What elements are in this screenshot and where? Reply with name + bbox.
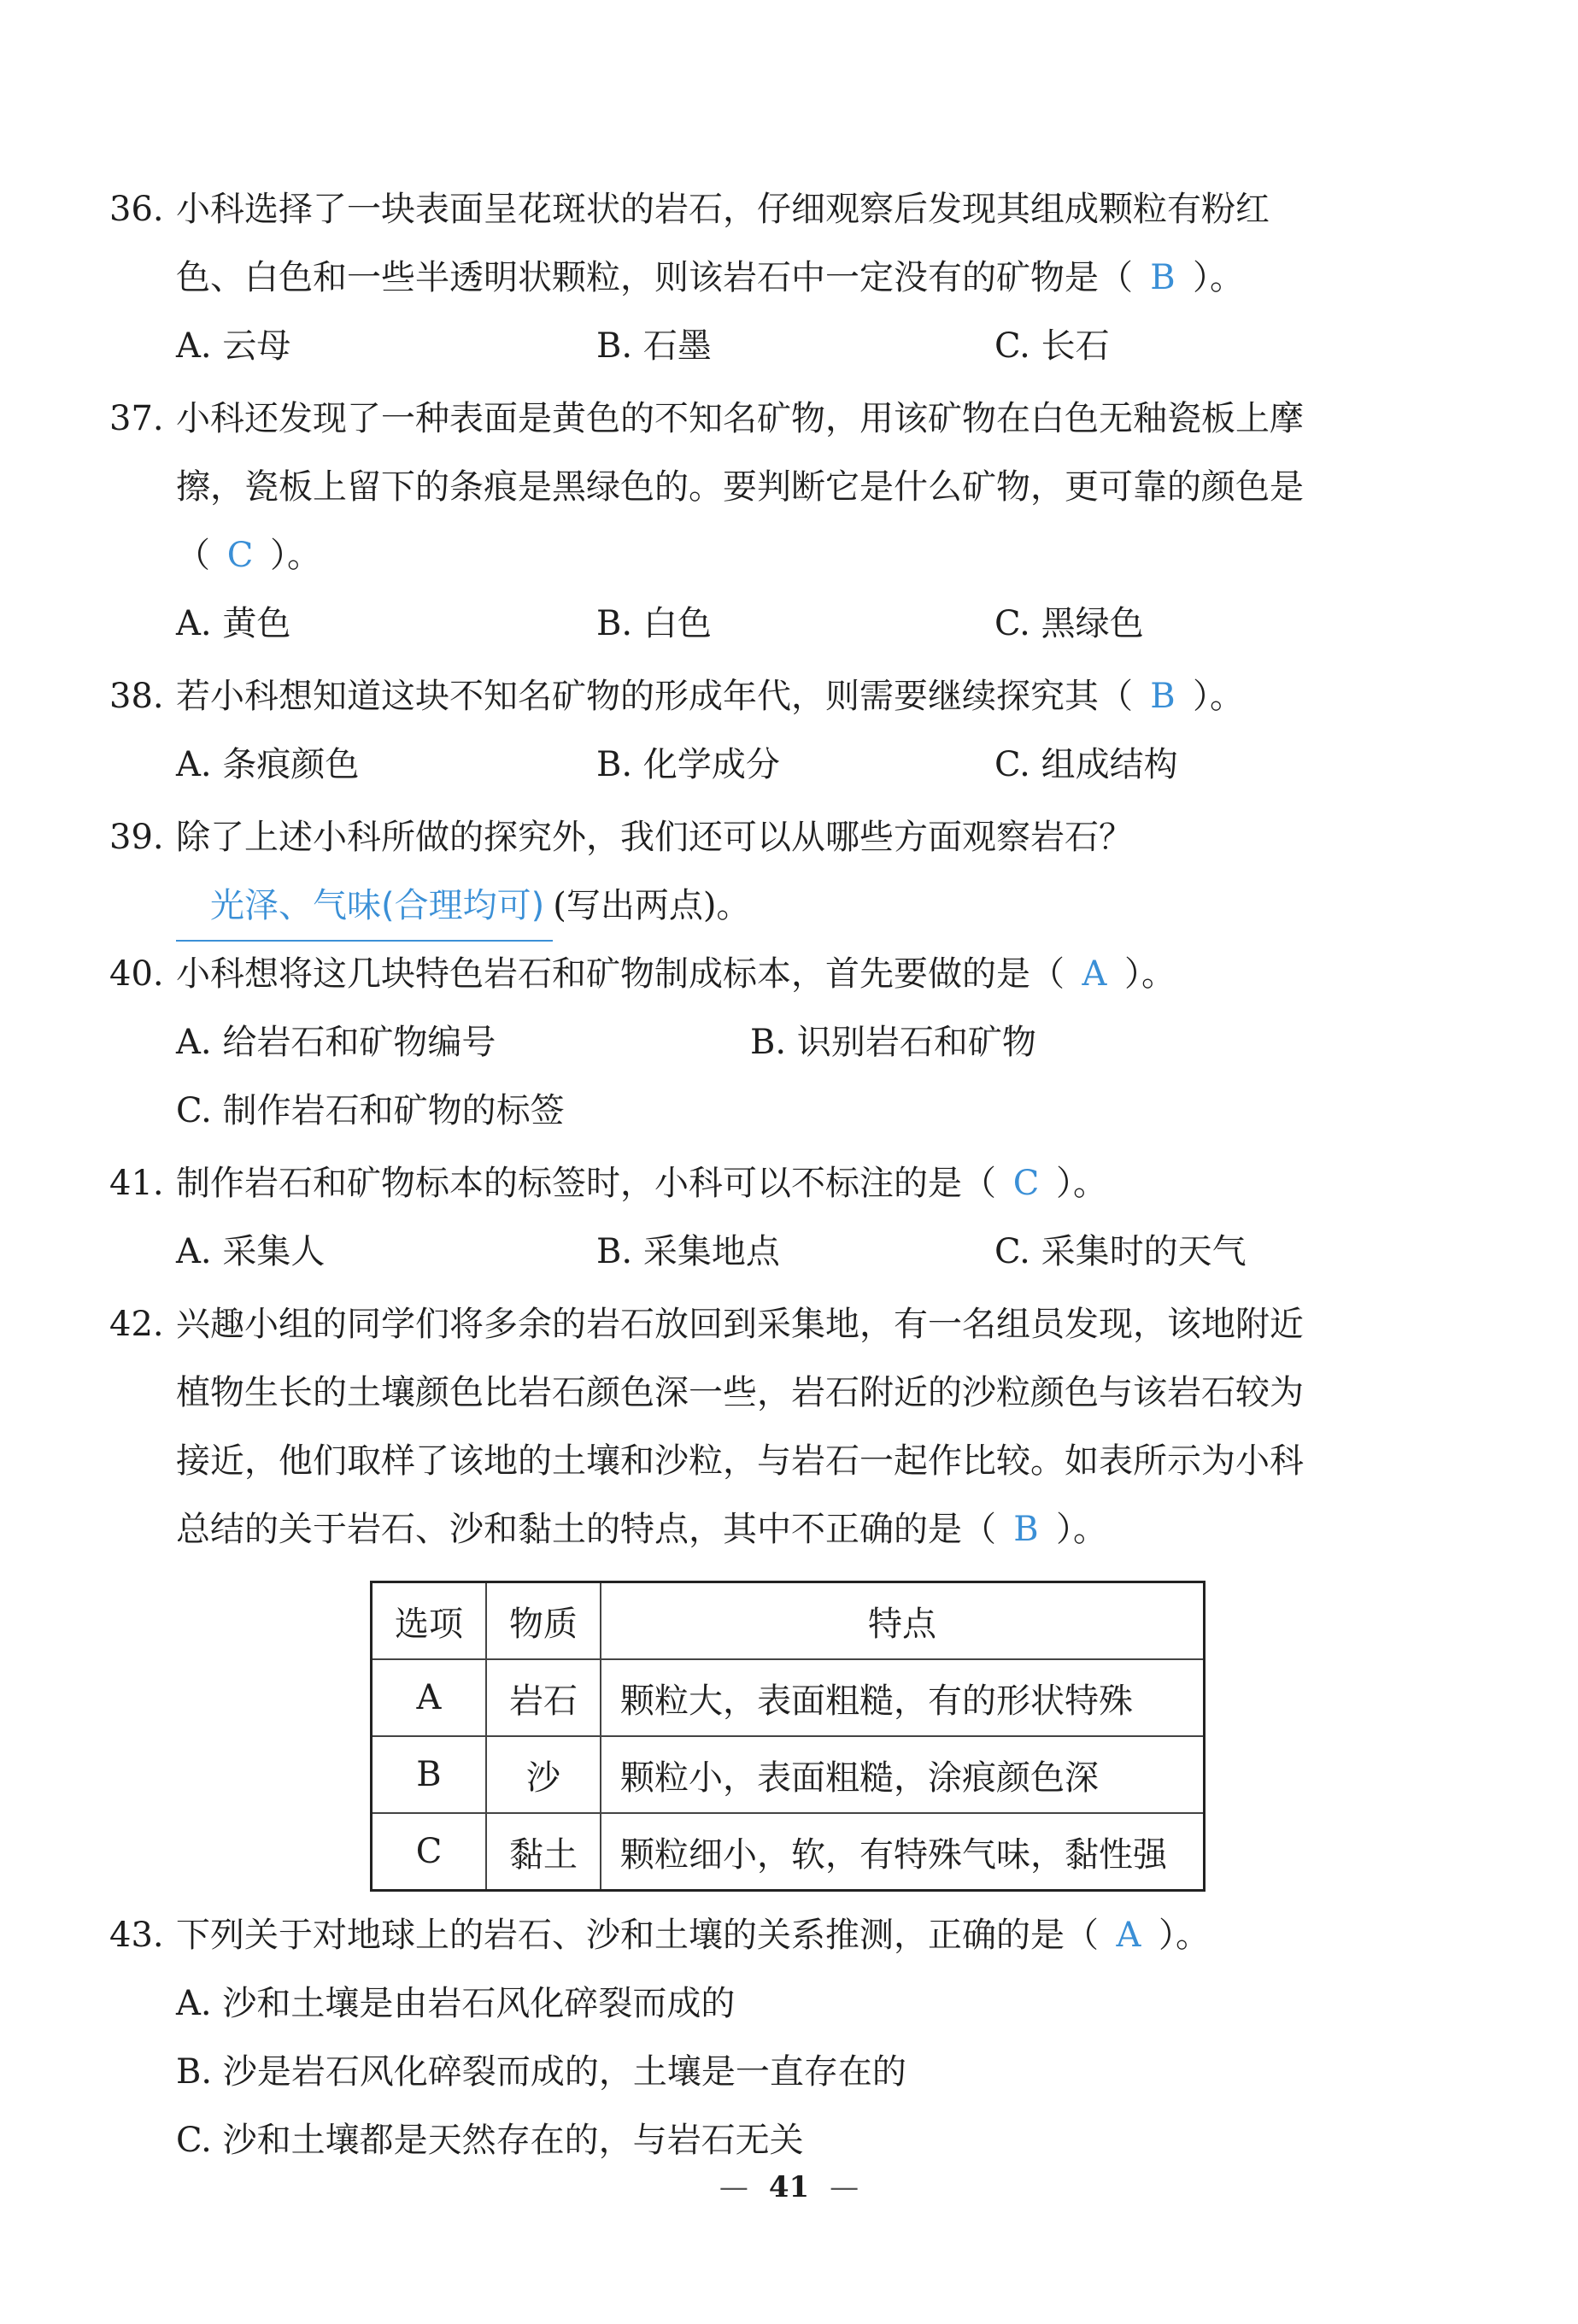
question-text: 制作岩石和矿物标本的标签时，小科可以不标注的是（ C ）。 [176,1149,1442,1218]
question-text: 小科想将这几块特色岩石和矿物制成标本，首先要做的是（ A ）。 [176,940,1442,1008]
question-text: 植物生长的土壤颜色比岩石颜色深一些，岩石附近的沙粒颜色与该岩石较为 [176,1373,1304,1412]
table-header-row [372,1582,1205,1660]
option-b: B. 白色 [596,604,712,643]
option-a: A. 采集人 [176,1232,326,1271]
option-a: A. 给岩石和矿物编号 [176,1023,496,1062]
question-text: 色、白色和一些半透明状颗粒，则该岩石中一定没有的矿物是（ B ）。 [176,244,1442,312]
table-cell: 颗粒小，表面粗糙，涂痕颜色深 [601,1736,1205,1813]
options-row [176,2106,1442,2174]
question-number: 40. [109,954,164,994]
question-text: 小科选择了一块表面呈花斑状的岩石，仔细观察后发现其组成颗粒有粉红 [176,190,1270,229]
question-42 [109,1290,1442,1564]
option-c: C. 沙和土壤都是天然存在的，与岩石无关 [176,2121,804,2160]
question-text: 若小科想知道这块不知名矿物的形成年代，则需要继续探究其（ B ）。 [176,662,1442,731]
table-header: 特点 [601,1582,1205,1660]
question-number: 38. [109,677,164,716]
question-text: 除了上述小科所做的探究外，我们还可以从哪些方面观察岩石？ [176,818,1133,857]
options-row [176,1218,1442,1286]
option-b: B. 识别岩石和矿物 [750,1023,1036,1062]
answer-mark: B [1150,258,1176,297]
option-c: C. 黑绿色 [994,604,1144,643]
page-footer [0,2170,1578,2204]
answer-suffix: (写出两点)。 [553,886,751,925]
table-row [372,1659,1205,1736]
table-cell: A [372,1659,487,1736]
option-a: A. 沙和土壤是由岩石风化碎裂而成的 [176,1984,736,2023]
answer-line [176,872,1442,940]
table-cell: 黏土 [486,1813,601,1891]
question-number: 36. [109,190,164,229]
question-41 [109,1149,1442,1286]
option-a: A. 黄色 [176,604,291,643]
options-row [176,590,1442,658]
option-b: B. 石墨 [596,326,712,366]
option-c: C. 采集时的天气 [994,1232,1247,1271]
question-text: 擦，瓷板上留下的条痕是黑绿色的。要判断它是什么矿物，更可靠的颜色是 [176,467,1304,507]
option-a: A. 云母 [176,326,291,366]
table-cell: 颗粒大，表面粗糙，有的形状特殊 [601,1659,1205,1736]
question-39 [109,803,1442,940]
answer-mark: C [226,536,254,575]
options-row [176,1969,1442,2038]
question-text: 小科还发现了一种表面是黄色的不知名矿物，用该矿物在白色无釉瓷板上摩 [176,399,1304,438]
answer-mark: C [1012,1164,1040,1203]
option-b: B. 化学成分 [596,745,780,784]
options-row [176,312,1442,380]
table-cell: 沙 [486,1736,601,1813]
footer-dash: — [719,2170,748,2204]
option-b: B. 沙是岩石风化碎裂而成的，土壤是一直存在的 [176,2052,906,2092]
question-text: （ C ）。 [176,521,1442,590]
question-number: 42. [109,1305,164,1344]
table-cell: 颗粒细小，软，有特殊气味，黏性强 [601,1813,1205,1891]
question-text: 兴趣小组的同学们将多余的岩石放回到采集地，有一名组员发现，该地附近 [176,1305,1304,1344]
table-header: 物质 [486,1582,601,1660]
question-38 [109,662,1442,799]
option-c: C. 制作岩石和矿物的标签 [176,1091,565,1130]
question-43 [109,1901,1442,2174]
question-text: 总结的关于岩石、沙和黏土的特点，其中不正确的是（ B ）。 [176,1495,1442,1564]
table-cell: 岩石 [486,1659,601,1736]
question-number: 41. [109,1164,164,1203]
question-number: 39. [109,818,164,857]
option-c: C. 长石 [994,326,1110,366]
table-cell: C [372,1813,487,1891]
answer-mark: B [1013,1510,1039,1549]
table-row [372,1813,1205,1891]
answer-mark: B [1150,677,1176,716]
question-37 [109,384,1442,658]
option-a: A. 条痕颜色 [176,745,360,784]
table-header: 选项 [372,1582,487,1660]
options-row [176,1077,1442,1145]
option-c: C. 组成结构 [994,745,1178,784]
comparison-table [370,1581,1205,1892]
question-40 [109,940,1442,1145]
table-row [372,1736,1205,1813]
option-b: B. 采集地点 [596,1232,780,1271]
question-number: 37. [109,399,164,438]
options-row [176,2038,1442,2106]
page-number: 41 [768,2170,810,2204]
options-row [176,1008,1442,1077]
question-text: 接近，他们取样了该地的土壤和沙粒，与岩石一起作比较。如表所示为小科 [176,1441,1304,1481]
question-number: 43. [109,1916,164,1955]
question-text: 下列关于对地球上的岩石、沙和土壤的关系推测，正确的是（ A ）。 [176,1901,1442,1969]
answer-mark: A [1116,1916,1141,1955]
answer-mark: A [1082,954,1107,994]
table-cell: B [372,1736,487,1813]
question-36 [109,175,1442,380]
footer-dash: — [830,2170,859,2204]
handwritten-answer: 光泽、气味(合理均可) [176,872,553,942]
options-row [176,731,1442,799]
